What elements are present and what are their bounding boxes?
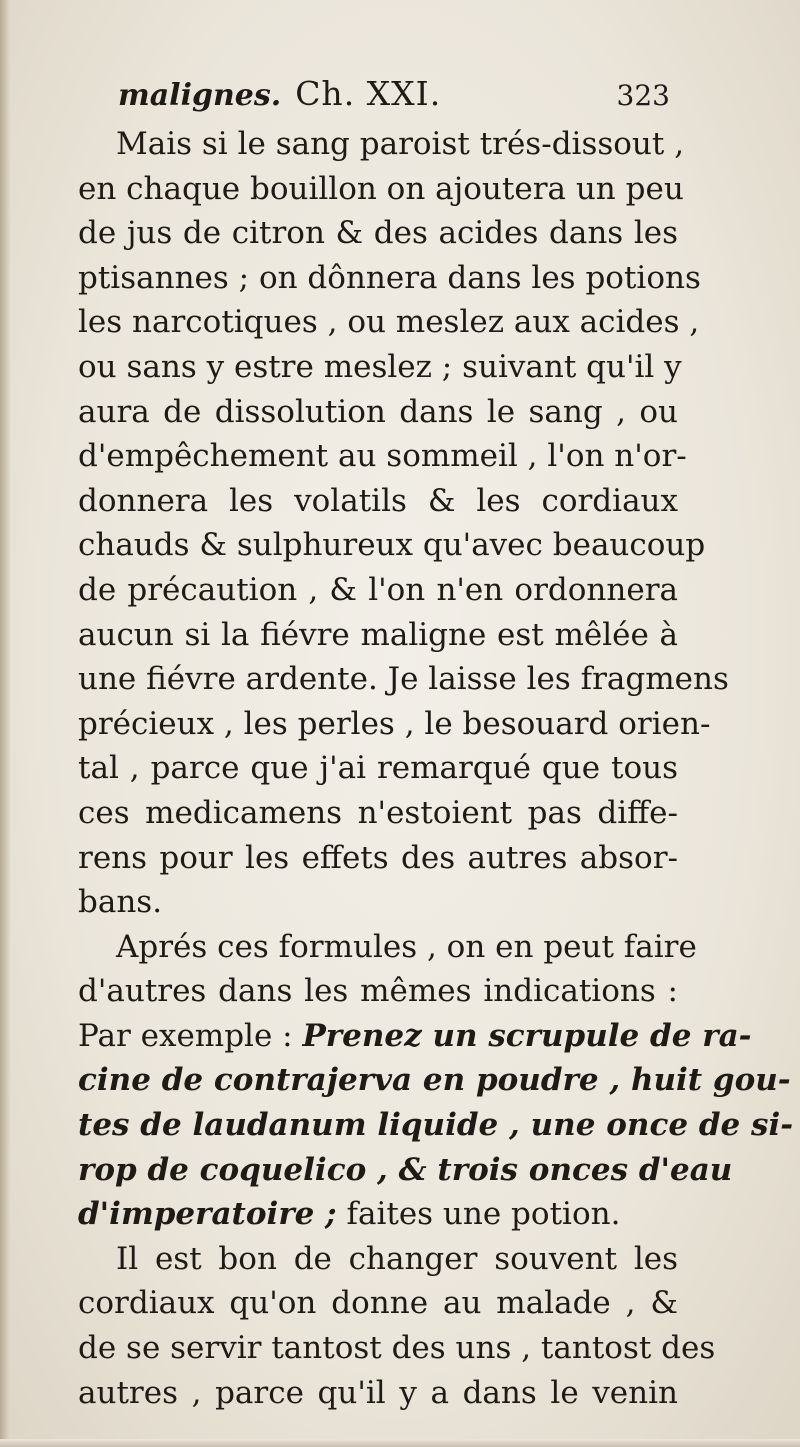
text-run: aucun si la fiévre maligne est mêlée à bbox=[78, 616, 678, 653]
text-run: Mais si le sang paroist trés-dissout , bbox=[116, 126, 685, 162]
text-line bbox=[78, 256, 701, 301]
text-line bbox=[78, 523, 706, 568]
text-line bbox=[78, 1058, 791, 1103]
text-line bbox=[78, 1371, 678, 1416]
text-run: en chaque bouillon on ajoutera un peu bbox=[78, 170, 684, 207]
text-line bbox=[78, 1148, 733, 1193]
text-run: Il est bon de changer souvent les bbox=[116, 1240, 678, 1277]
text-run: aura de dissolution dans le sang , ou bbox=[78, 393, 678, 430]
text-run: précieux , les perles , le besouard orien- bbox=[78, 705, 711, 742]
text-run: une fiévre ardente. Je laisse les fragmens bbox=[78, 661, 729, 698]
text-run: de précaution , & l'on n'en ordonnera bbox=[78, 571, 678, 608]
text-run: faites une potion. bbox=[336, 1196, 621, 1233]
text-line bbox=[78, 1281, 678, 1326]
text-run: ou sans y estre meslez ; suivant qu'il y bbox=[78, 348, 682, 385]
page-gutter-edge bbox=[0, 0, 10, 1447]
text-run: donnera les volatils & les cordiaux bbox=[78, 482, 678, 519]
page-number: 323 bbox=[616, 79, 670, 112]
running-header bbox=[78, 72, 678, 116]
text-run: autres , parce qu'il y a dans le venin bbox=[78, 1374, 678, 1411]
chapter-label: Ch. XXI. bbox=[295, 74, 442, 113]
text-line bbox=[78, 702, 711, 747]
text-run: d'autres dans les mêmes indications : bbox=[78, 973, 678, 1010]
text-run: de se servir tantost des uns , tantost des bbox=[78, 1330, 716, 1367]
text-run: cordiaux qu'on donne au malade , & bbox=[78, 1285, 678, 1322]
running-title: malignes. bbox=[118, 78, 282, 113]
text-run: rens pour les effets des autres absor- bbox=[78, 839, 678, 876]
text-line bbox=[78, 211, 678, 256]
text-line bbox=[78, 568, 678, 613]
text-line bbox=[78, 167, 684, 212]
text-line bbox=[78, 791, 678, 836]
text-line bbox=[78, 1326, 716, 1371]
text-run: tal , parce que j'ai remarqué que tous bbox=[78, 750, 678, 787]
page-bottom-edge bbox=[0, 1439, 800, 1447]
italic-text-run: rop de coquelico , & trois onces d'eau bbox=[78, 1151, 733, 1188]
text-line bbox=[78, 300, 700, 345]
italic-text-run: d'imperatoire ; bbox=[78, 1196, 337, 1233]
text-run: Aprés ces formules , on en peut faire bbox=[116, 928, 697, 965]
italic-text-run: tes de laudanum liquide , une once de si- bbox=[78, 1107, 794, 1144]
text-line bbox=[78, 925, 697, 970]
text-line bbox=[78, 836, 678, 881]
text-line bbox=[78, 122, 685, 167]
text-run: de jus de citron & des acides dans les bbox=[78, 215, 678, 252]
text-line bbox=[78, 880, 678, 925]
text-run: d'empêchement au sommeil , l'on n'or- bbox=[78, 438, 687, 475]
text-run: chauds & sulphureux qu'avec beaucoup bbox=[78, 527, 706, 564]
text-run: les narcotiques , ou meslez aux acides , bbox=[78, 304, 700, 341]
text-line bbox=[78, 434, 687, 479]
text-line bbox=[78, 1014, 752, 1059]
text-run: ces medicamens n'estoient pas diffe- bbox=[78, 794, 678, 831]
text-line bbox=[78, 345, 682, 390]
text-line bbox=[78, 969, 678, 1014]
text-run: Par exemple : bbox=[78, 1017, 303, 1054]
italic-text-run: cine de contrajerva en poudre , huit gou- bbox=[78, 1062, 791, 1099]
text-line bbox=[78, 390, 678, 435]
text-run: bans. bbox=[78, 884, 163, 921]
text-line bbox=[78, 613, 678, 658]
text-line bbox=[78, 1237, 678, 1282]
italic-text-run: Prenez un scrupule de ra- bbox=[302, 1017, 752, 1054]
text-line bbox=[78, 746, 678, 791]
body-text bbox=[78, 122, 794, 1415]
text-line bbox=[78, 479, 678, 524]
text-line bbox=[78, 1192, 678, 1237]
text-line bbox=[78, 657, 729, 702]
text-line bbox=[78, 1103, 794, 1148]
text-run: ptisannes ; on dônnera dans les potions bbox=[78, 259, 701, 296]
page-text-block bbox=[78, 72, 794, 1415]
